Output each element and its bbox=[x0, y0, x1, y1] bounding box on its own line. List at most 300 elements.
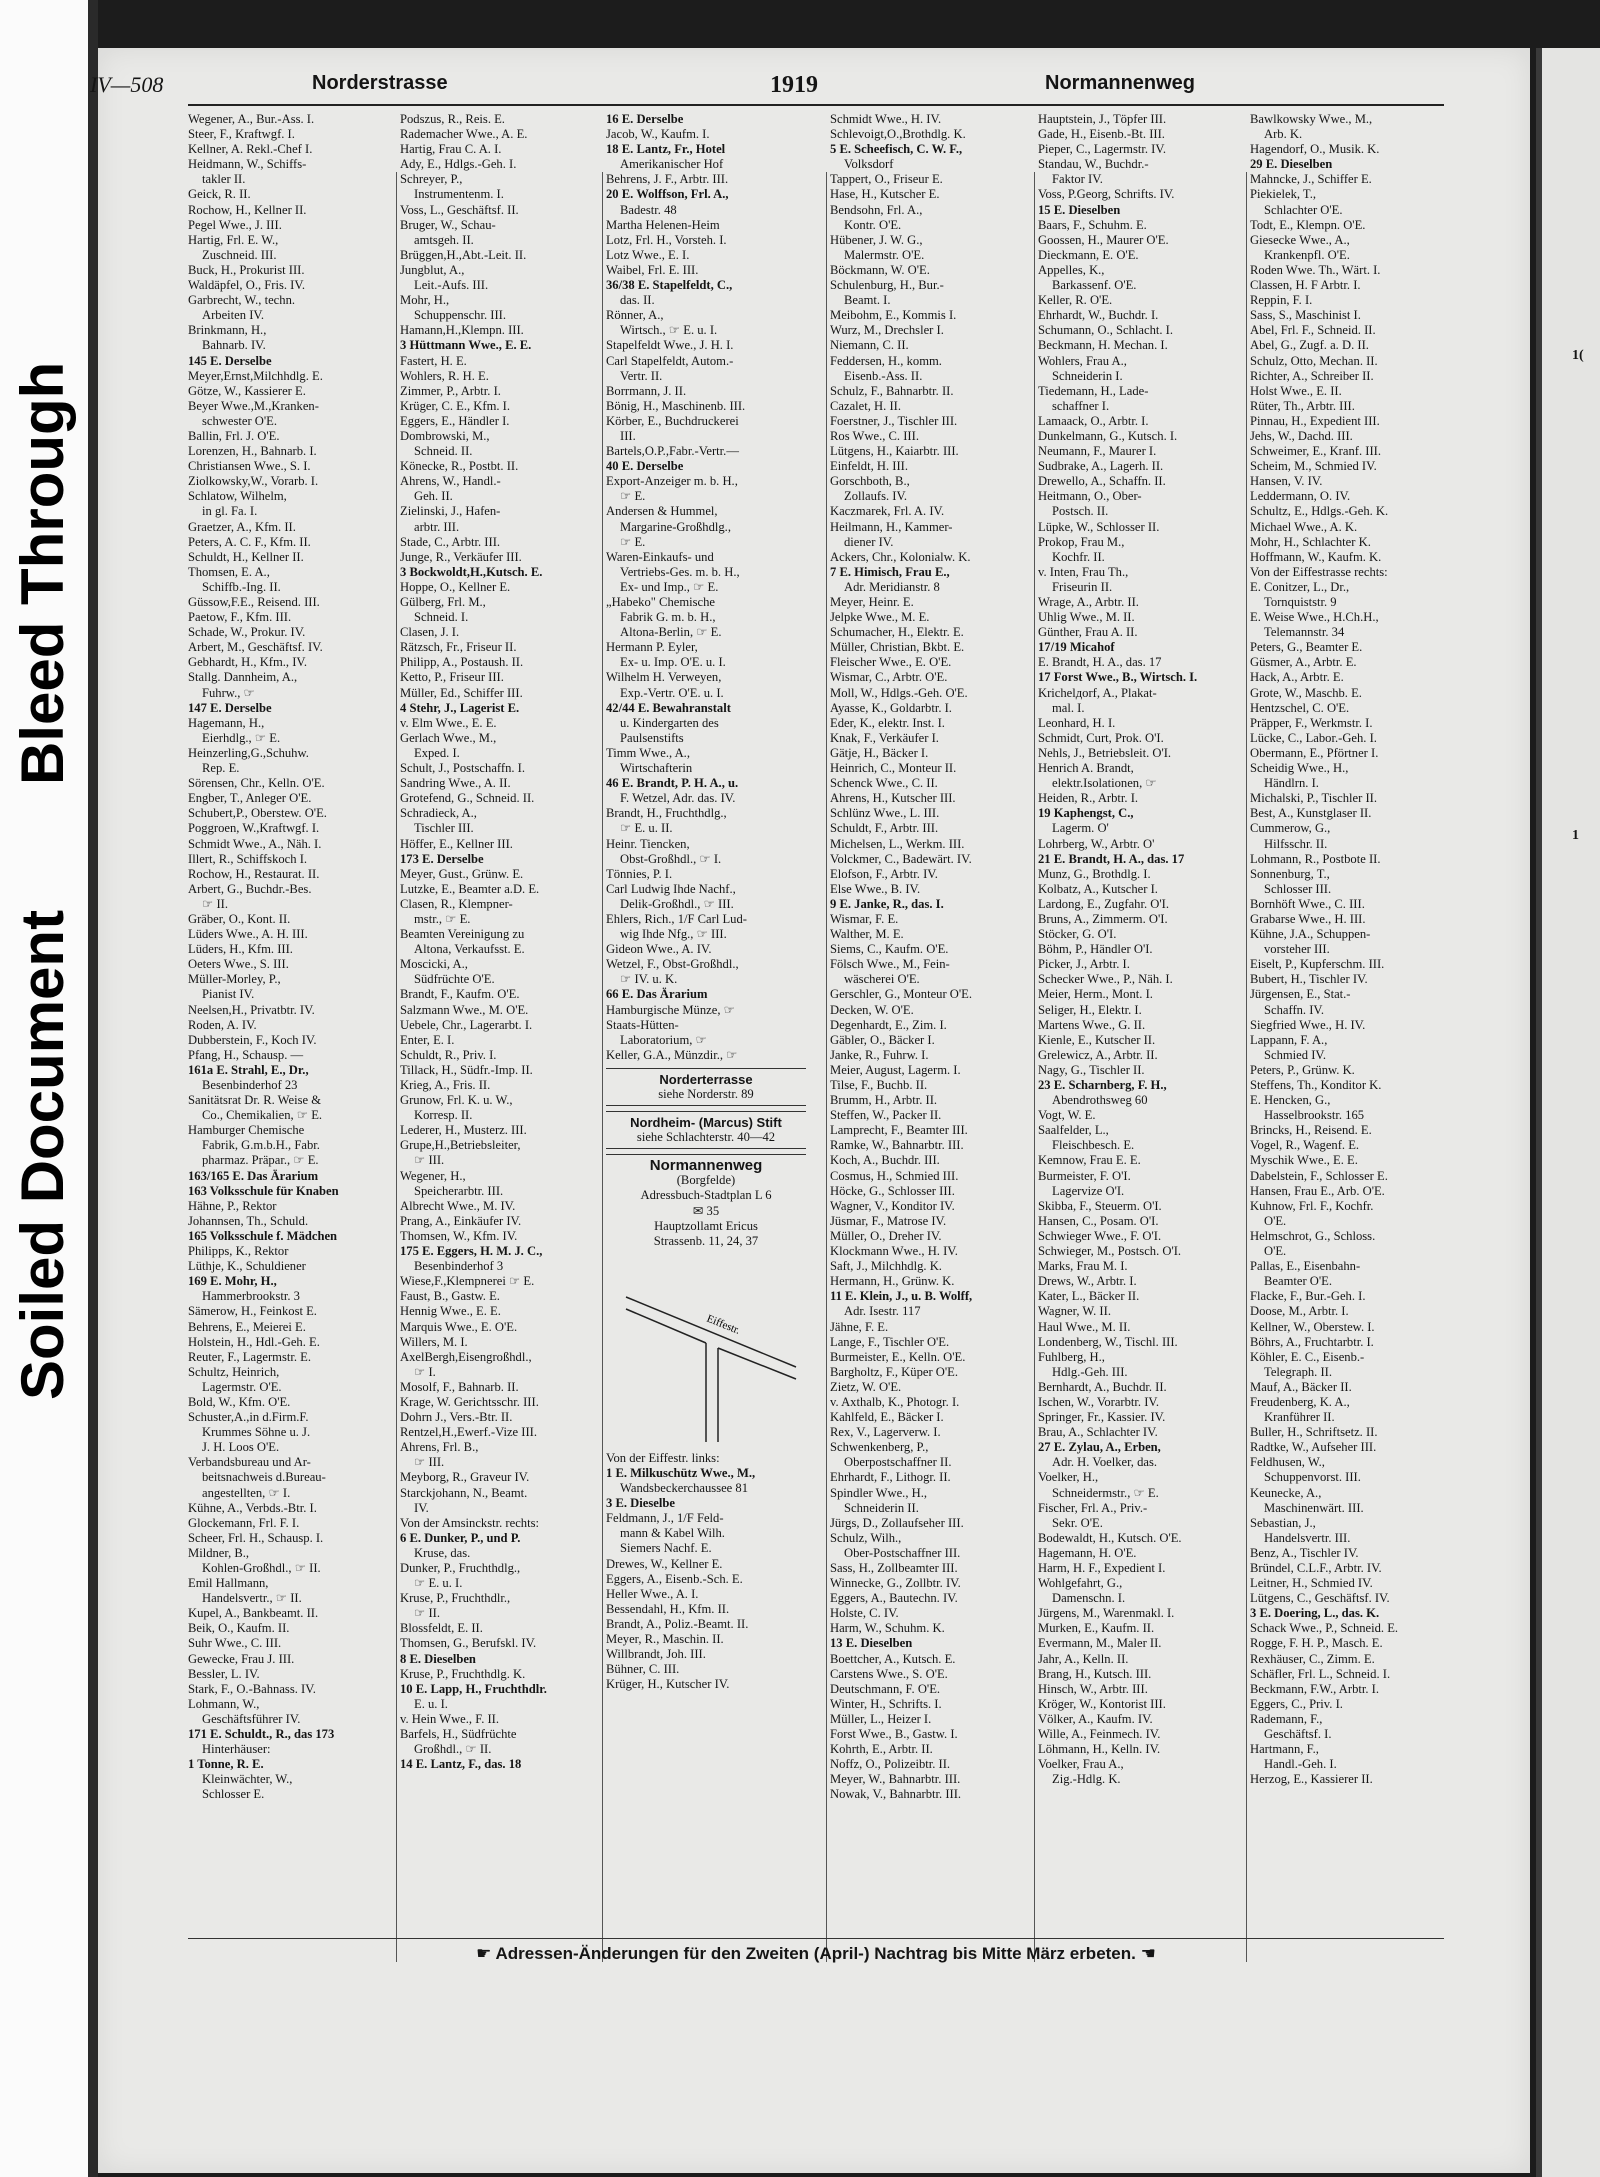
directory-entry: Hartmann, F., bbox=[1250, 1742, 1319, 1757]
directory-entry: Rademann, F., bbox=[1250, 1711, 1323, 1726]
column-4 bbox=[830, 112, 1030, 1803]
directory-entry: Lagerm. O' bbox=[1052, 821, 1109, 836]
directory-entry: 27 E. Zylau, A., Erben, bbox=[1038, 1440, 1161, 1455]
directory-entry: Cosmus, H., Schmied III. bbox=[830, 1168, 959, 1183]
directory-entry: Ackers, Chr., Kolonialw. K. bbox=[830, 549, 971, 564]
directory-entry: Hammerbrookstr. 3 bbox=[202, 1289, 300, 1304]
directory-entry: Schlatow, Wilhelm, bbox=[188, 489, 287, 504]
directory-entry: Buller, H., Schriftsetz. II. bbox=[1250, 1425, 1378, 1440]
directory-entry: Krieg, A., Fris. II. bbox=[400, 1078, 491, 1092]
directory-entry: Höffer, E., Kellner III. bbox=[400, 836, 513, 851]
directory-entry: Vogt, W. E. bbox=[1038, 1108, 1096, 1123]
directory-entry: 8 E. Dieselben bbox=[400, 1651, 476, 1666]
directory-entry: Murken, E., Kaufm. II. bbox=[1038, 1621, 1155, 1636]
directory-entry: Eggers, A., Bautechn. IV. bbox=[830, 1591, 958, 1606]
directory-entry: Moscicki, A., bbox=[400, 957, 468, 972]
directory-entry: Lederer, H., Musterz. III. bbox=[400, 1123, 527, 1138]
directory-entry: 145 E. Derselbe bbox=[188, 353, 272, 368]
directory-entry: Philipps, K., Rektor bbox=[188, 1244, 289, 1259]
directory-entry: Vogel, R., Wagenf. E. bbox=[1250, 1138, 1360, 1153]
directory-entry: 173 E. Derselbe bbox=[400, 851, 484, 866]
directory-entry: Kaczmarek, Frl. A. IV. bbox=[830, 504, 945, 519]
directory-entry: Margarine-Großhdlg., bbox=[620, 519, 731, 534]
directory-entry: Hack, A., Arbtr. E. bbox=[1250, 670, 1344, 685]
directory-entry: Hinsch, W., Arbtr. III. bbox=[1038, 1681, 1148, 1696]
directory-entry: Feldmann, J., 1/F Feld- bbox=[606, 1511, 724, 1526]
directory-entry: Zig.-Hdlg. K. bbox=[1052, 1772, 1121, 1787]
directory-entry: Eggers, A., Eisenb.-Sch. E. bbox=[606, 1571, 743, 1586]
directory-entry: 1 E. Milkuschütz Wwe., M., bbox=[606, 1465, 756, 1480]
pointing-hand-icon: ☛ bbox=[476, 1944, 492, 1963]
directory-entry: wäscherei O'E. bbox=[844, 972, 920, 987]
directory-entry: Voelker, H., bbox=[1038, 1470, 1099, 1485]
directory-entry: Güsmer, A., Arbtr. E. bbox=[1250, 655, 1357, 670]
directory-entry: Bornhöft Wwe., C. III. bbox=[1250, 896, 1365, 911]
directory-entry: Körber, E., Buchdruckerei bbox=[606, 413, 739, 428]
directory-entry: Ramke, W., Bahnarbtr. III. bbox=[830, 1138, 964, 1153]
directory-entry: Kochfr. II. bbox=[1052, 549, 1105, 564]
directory-entry: Dunker, P., Fruchthdlg., bbox=[400, 1561, 521, 1575]
directory-entry: ☞ II. bbox=[202, 896, 228, 911]
directory-entry: Schumann, O., Schlacht. I. bbox=[1038, 323, 1174, 338]
directory-entry: Beamten Vereinigung zu bbox=[400, 927, 525, 942]
footer-text: Adressen-Änderungen für den Zweiten (April-) Nachtrag bis Mitte März erbeten. bbox=[495, 1944, 1136, 1963]
directory-entry: „Habeko" Chemische bbox=[606, 595, 716, 609]
directory-entry: Stark, F., O.-Bahnass. IV. bbox=[188, 1681, 316, 1696]
directory-entry: Piekielek, T., bbox=[1250, 187, 1316, 202]
directory-entry: Voss, L., Geschäftsf. II. bbox=[400, 202, 519, 217]
street-box-ref: siehe Norderstr. 89 bbox=[658, 1087, 754, 1101]
directory-entry: Kellner, A. Rekl.-Chef I. bbox=[188, 142, 313, 157]
directory-entry: Johannsen, Th., Schuld. bbox=[188, 1213, 309, 1228]
directory-entry: Schult, J., Postschaffn. I. bbox=[400, 761, 526, 776]
directory-entry: Klockmann Wwe., H. IV. bbox=[830, 1244, 958, 1259]
directory-entry: Bubert, H., Tischler IV. bbox=[1250, 972, 1368, 987]
directory-entry: Sandring Wwe., A. II. bbox=[400, 776, 511, 791]
directory-entry: Goossen, H., Maurer O'E. bbox=[1038, 232, 1169, 247]
directory-entry: Schuldt, H., Kellner II. bbox=[188, 549, 304, 564]
directory-entry: Lagervize O'I. bbox=[1052, 1183, 1125, 1198]
directory-entry: Jungblut, A., bbox=[400, 262, 465, 277]
directory-entry: mal. I. bbox=[1052, 700, 1085, 715]
directory-entry: Lange, F., Tischler O'E. bbox=[830, 1334, 950, 1349]
directory-entry: Beckmann, F.W., Arbtr. I. bbox=[1250, 1681, 1379, 1696]
directory-entry: Buck, H., Prokurist III. bbox=[188, 262, 305, 277]
directory-entry: Peters, G., Beamter E. bbox=[1250, 640, 1363, 655]
directory-entry: Tilse, F., Buchb. II. bbox=[830, 1078, 928, 1092]
directory-entry: Ketto, P., Friseur III. bbox=[400, 670, 504, 685]
directory-entry: Grunow, Frl. K. u. W., bbox=[400, 1093, 513, 1108]
directory-entry: Hamburger Chemische bbox=[188, 1123, 305, 1138]
directory-entry: Kranführer II. bbox=[1264, 1410, 1335, 1425]
directory-entry: Wegener, A., Bur.-Ass. I. bbox=[188, 112, 315, 126]
directory-entry: Schaffn. IV. bbox=[1264, 1002, 1325, 1017]
directory-entry: Holst Wwe., E. II. bbox=[1250, 383, 1342, 398]
directory-entry: Hansen, Frau E., Arb. O'E. bbox=[1250, 1183, 1385, 1198]
directory-entry: Schneidermstr., ☞ E. bbox=[1052, 1485, 1159, 1500]
directory-entry: Brüggen,H.,Abt.-Leit. II. bbox=[400, 247, 527, 262]
directory-entry: Malermstr. O'E. bbox=[844, 247, 925, 262]
directory-entry: Leit.-Aufs. III. bbox=[414, 278, 489, 293]
directory-entry: Wegener, H., bbox=[400, 1168, 466, 1183]
street-box-title: Nordheim- (Marcus) Stift bbox=[630, 1115, 782, 1131]
directory-entry: Faust, B., Gastw. E. bbox=[400, 1289, 500, 1304]
directory-entry: Jehs, W., Dachd. III. bbox=[1250, 428, 1353, 443]
directory-entry: 13 E. Dieselben bbox=[830, 1636, 913, 1651]
directory-entry: Scheidig Wwe., H., bbox=[1250, 761, 1349, 776]
directory-entry: Oeters Wwe., S. III. bbox=[188, 957, 289, 972]
directory-entry: Starckjohann, N., Beamt. bbox=[400, 1485, 528, 1500]
directory-entry: Müller, Ed., Schiffer III. bbox=[400, 685, 523, 700]
directory-entry: Kruse, P., Fruchthdlr., bbox=[400, 1591, 511, 1606]
directory-entry: ☞ IV. u. K. bbox=[620, 972, 678, 987]
directory-entry: Heiden, R., Arbtr. I. bbox=[1038, 791, 1139, 806]
street-info-line: Hauptzollamt Ericus bbox=[654, 1218, 758, 1233]
directory-entry: Hansen, V. IV. bbox=[1250, 474, 1323, 489]
directory-entry: ☞ III. bbox=[414, 1455, 445, 1470]
directory-entry: Kontr. O'E. bbox=[844, 217, 902, 232]
directory-entry: Meier, Herm., Mont. I. bbox=[1038, 987, 1153, 1002]
directory-entry: Meyer,Ernst,Milchhdlg. E. bbox=[188, 368, 323, 383]
directory-entry: 11 E. Klein, J., u. B. Wolff, bbox=[830, 1289, 973, 1304]
directory-entry: Arbert, M., Geschäftsf. IV. bbox=[188, 640, 323, 655]
directory-entry: Henrich A. Brandt, bbox=[1038, 761, 1134, 776]
directory-entry: Dubberstein, F., Koch IV. bbox=[188, 1032, 317, 1047]
directory-entry: Abel, Frl. F., Schneid. II. bbox=[1250, 323, 1376, 338]
directory-entry: Meier, August, Lagerm. I. bbox=[830, 1062, 961, 1077]
directory-entry: Geschäftsführer IV. bbox=[202, 1711, 301, 1726]
directory-entry: Faktor IV. bbox=[1052, 172, 1103, 187]
directory-entry: Lüders Wwe., A. H. III. bbox=[188, 927, 308, 942]
directory-entry: Rentzel,H.,Ewerf.-Vize III. bbox=[400, 1425, 538, 1440]
directory-entry: Staats-Hütten- bbox=[606, 1017, 679, 1032]
directory-entry: Heinrich, C., Monteur II. bbox=[830, 761, 957, 776]
directory-entry: Grelewicz, A., Arbtr. II. bbox=[1038, 1047, 1158, 1062]
directory-entry: Wagner, W. II. bbox=[1038, 1304, 1111, 1319]
directory-entry: Salzmann Wwe., M. O'E. bbox=[400, 1002, 529, 1017]
directory-entry: Schneiderin II. bbox=[844, 1500, 919, 1515]
directory-entry: Bruger, W., Schau- bbox=[400, 217, 496, 232]
directory-entry: Böhm, P., Händler O'I. bbox=[1038, 942, 1153, 957]
directory-entry: Pinnau, H., Expedient III. bbox=[1250, 413, 1380, 428]
pointing-hand-icon: ☚ bbox=[1140, 1944, 1156, 1963]
directory-entry: Jürgensen, E., Stat.- bbox=[1250, 987, 1351, 1002]
directory-entry: Suhr Wwe., C. III. bbox=[188, 1636, 282, 1651]
directory-entry: Mohr, H., bbox=[400, 293, 450, 308]
column-1 bbox=[188, 112, 388, 1803]
directory-entry: Carstens Wwe., S. O'E. bbox=[830, 1666, 948, 1681]
directory-entry: Hermann, H., Grünw. K. bbox=[830, 1274, 955, 1289]
directory-entry: Schwieger Wwe., F. O'I. bbox=[1038, 1228, 1162, 1243]
directory-entry: Kohlen-Großhdl., ☞ II. bbox=[202, 1561, 321, 1575]
directory-entry: Graetzer, A., Kfm. II. bbox=[188, 519, 296, 534]
directory-entry: Gewecke, Frau J. III. bbox=[188, 1651, 295, 1666]
directory-entry: ☞ E. u. I. bbox=[414, 1576, 463, 1591]
directory-entry: 3 E. Dieselbe bbox=[606, 1496, 675, 1511]
directory-entry: Bruns, A., Zimmerm. O'I. bbox=[1038, 911, 1168, 926]
directory-entry: Stapelfeldt Wwe., J. H. I. bbox=[606, 338, 734, 353]
directory-entry: Instrumentenm. I. bbox=[414, 187, 504, 202]
directory-entry: 175 E. Eggers, H. M. J. C., bbox=[400, 1244, 543, 1259]
directory-entry: E. Brandt, H. A., das. 17 bbox=[1038, 655, 1162, 670]
directory-entry: v. Hein Wwe., F. II. bbox=[400, 1711, 500, 1726]
directory-entry: Prang, A., Einkäufer IV. bbox=[400, 1213, 522, 1228]
directory-entry: Munz, G., Brothdlg. I. bbox=[1038, 866, 1151, 881]
directory-entry: Ex- u. Imp. O'E. u. I. bbox=[620, 655, 726, 670]
directory-entry: Schlosser III. bbox=[1264, 881, 1332, 896]
directory-entry: Meyer, W., Bahnarbtr. III. bbox=[830, 1772, 961, 1787]
directory-entry: 36/38 E. Stapelfeldt, C., bbox=[606, 278, 733, 293]
directory-entry: Geick, R. II. bbox=[188, 187, 251, 202]
directory-entry: Myschik Wwe., E. E. bbox=[1250, 1153, 1358, 1168]
directory-entry: Altona-Berlin, ☞ E. bbox=[620, 625, 722, 640]
directory-entry: Willers, M. I. bbox=[400, 1334, 468, 1349]
directory-entry: Krage, W. Gerichtsschr. III. bbox=[400, 1394, 539, 1409]
directory-entry: 163/165 E. Das Ärarium bbox=[188, 1168, 319, 1183]
directory-entry: Schneiderin I. bbox=[1052, 368, 1123, 383]
directory-entry: 161a E. Strahl, E., Dr., bbox=[188, 1062, 309, 1077]
directory-entry: AxelBergh,Eisengroßhdl., bbox=[400, 1349, 532, 1364]
directory-entry: 17 Forst Wwe., B., Wirtsch. I. bbox=[1038, 670, 1198, 685]
directory-entry: Richter, A., Schreiber II. bbox=[1250, 368, 1374, 383]
directory-entry: Skibba, F., Steuerm. O'I. bbox=[1038, 1198, 1162, 1213]
column-divider bbox=[602, 172, 603, 1962]
directory-entry: Siems, C., Kaufm. O'E. bbox=[830, 942, 949, 957]
directory-entry: Tillack, H., Südfr.-Imp. II. bbox=[400, 1062, 533, 1077]
directory-entry: Sebastian, J., bbox=[1250, 1515, 1316, 1530]
directory-entry: Bendsohn, Frl. A., bbox=[830, 202, 923, 217]
directory-entry: Kühne, A., Verbds.-Btr. I. bbox=[188, 1500, 317, 1515]
directory-entry: Kleinwächter, W., bbox=[202, 1772, 293, 1787]
directory-entry: Bühner, C. III. bbox=[606, 1662, 680, 1677]
directory-entry: Sass, S., Maschinist I. bbox=[1250, 308, 1361, 323]
directory-entry: Steffens, Th., Konditor K. bbox=[1250, 1078, 1382, 1092]
directory-entry: Lüthje, K., Schuldiener bbox=[188, 1259, 306, 1274]
map-road-line bbox=[626, 1297, 796, 1367]
directory-entry: Jelpke Wwe., M. E. bbox=[830, 610, 930, 625]
directory-entry: v. Elm Wwe., E. E. bbox=[400, 715, 497, 730]
directory-entry: Schulenburg, H., Bur.- bbox=[830, 278, 944, 293]
directory-entry: Ros Wwe., C. III. bbox=[830, 428, 919, 443]
directory-entry: Schack Wwe., P., Schneid. E. bbox=[1250, 1621, 1399, 1636]
column-divider bbox=[1034, 172, 1035, 1962]
directory-entry: Barfels, H., Südfrüchte bbox=[400, 1727, 517, 1742]
directory-entry: Fuhrw., ☞ bbox=[202, 685, 255, 700]
directory-entry: ☞ III. bbox=[414, 1153, 445, 1168]
directory-entry: Von der Amsinckstr. rechts: bbox=[400, 1515, 539, 1530]
directory-entry: Thomsen, E. A., bbox=[188, 564, 270, 579]
directory-entry: Clasen, J. I. bbox=[400, 625, 460, 640]
directory-entry: Adr. Meridianstr. 8 bbox=[844, 579, 940, 594]
header-left-street: Norderstrasse bbox=[312, 72, 448, 94]
directory-entry: Foerstner, J., Tischler III. bbox=[830, 413, 958, 428]
directory-entry: Willbrandt, Joh. III. bbox=[606, 1647, 706, 1662]
directory-entry: Doose, M., Arbtr. I. bbox=[1250, 1304, 1349, 1319]
directory-entry: Gülberg, Frl. M., bbox=[400, 595, 486, 609]
street-info-line: Strassenb. 11, 24, 37 bbox=[653, 1233, 759, 1248]
directory-entry: Lamaack, O., Arbtr. I. bbox=[1038, 413, 1149, 428]
directory-entry: Schmidt, Curt, Prok. O'I. bbox=[1038, 730, 1164, 745]
directory-entry: 18 E. Lantz, Fr., Hotel bbox=[606, 142, 726, 157]
directory-entry: Moll, W., Hdlgs.-Geh. O'E. bbox=[830, 685, 968, 700]
directory-entry: Noffz, O., Polizeibtr. II. bbox=[830, 1757, 951, 1772]
directory-entry: Fleischer Wwe., E. O'E. bbox=[830, 655, 952, 670]
directory-entry: Ziolkowsky,W., Vorarb. I. bbox=[188, 474, 319, 489]
directory-entry: Schultz, Heinrich, bbox=[188, 1364, 280, 1379]
directory-entry: Lutzke, E., Beamter a.D. E. bbox=[400, 881, 540, 896]
footer-notice bbox=[188, 1944, 1444, 1964]
directory-entry: Rönner, A., bbox=[606, 308, 664, 323]
directory-entry: Zielinski, J., Hafen- bbox=[400, 504, 501, 519]
directory-entry: Hauptstein, J., Töpfer III. bbox=[1038, 112, 1167, 126]
directory-entry: 66 E. Das Ärarium bbox=[606, 987, 708, 1002]
directory-entry: Boettcher, A., Kutsch. E. bbox=[830, 1651, 956, 1666]
street-box-norderterrasse bbox=[606, 1068, 806, 1106]
directory-entry: Gräber, O., Kont. II. bbox=[188, 911, 291, 926]
directory-entry: Meyborg, R., Graveur IV. bbox=[400, 1470, 530, 1485]
directory-entry: Krüger, C. E., Kfm. I. bbox=[400, 398, 511, 413]
directory-entry: Schweimer, E., Kranf. III. bbox=[1250, 444, 1381, 459]
directory-entry: Könecke, R., Postbt. II. bbox=[400, 459, 519, 474]
directory-entry: Sörensen, Chr., Kelln. O'E. bbox=[188, 776, 325, 791]
directory-entry: Pallas, E., Eisenbahn- bbox=[1250, 1259, 1361, 1274]
directory-entry: Brandt, F., Kaufm. O'E. bbox=[400, 987, 520, 1002]
directory-entry: Leitner, H., Schmied IV. bbox=[1250, 1576, 1373, 1591]
directory-entry: Sass, H., Zollbeamter III. bbox=[830, 1561, 958, 1575]
directory-entry: Lohrberg, W., Arbtr. O' bbox=[1038, 836, 1155, 851]
directory-entry: Gerlach Wwe., M., bbox=[400, 730, 497, 745]
directory-entry: Brang, H., Kutsch. III. bbox=[1038, 1666, 1152, 1681]
directory-entry: Adr. H. Voelker, das. bbox=[1052, 1455, 1158, 1470]
directory-entry: arbtr. III. bbox=[414, 519, 460, 534]
directory-entry: Rüter, Th., Arbtr. III. bbox=[1250, 398, 1355, 413]
directory-entry: Stallg. Dannheim, A., bbox=[188, 670, 298, 685]
directory-entry: schwester O'E. bbox=[202, 413, 278, 428]
directory-entry: Exp.-Vertr. O'E. u. I. bbox=[620, 685, 724, 700]
directory-entry: beitsnachweis d.Bureau- bbox=[202, 1470, 326, 1485]
directory-entry: Gorschboth, B., bbox=[830, 474, 910, 489]
directory-entry: Holstein, H., Hdl.-Geh. E. bbox=[188, 1334, 320, 1349]
directory-entry: Krichelдorf, A., Plakat- bbox=[1038, 685, 1157, 700]
directory-entry: diener IV. bbox=[844, 534, 894, 549]
directory-entry: Wiese,F.,Klempnerei ☞ E. bbox=[400, 1274, 535, 1289]
directory-entry: Adr. Isestr. 117 bbox=[844, 1304, 921, 1319]
directory-entry: Else Wwe., B. IV. bbox=[830, 881, 921, 896]
directory-entry: Telemannstr. 34 bbox=[1264, 625, 1345, 640]
directory-entry: Ahrens, H., Kutscher III. bbox=[830, 791, 956, 806]
directory-entry: 171 E. Schuldt., R., das 173 bbox=[188, 1727, 335, 1742]
directory-entry: 23 E. Scharnberg, F. H., bbox=[1038, 1078, 1167, 1092]
directory-entry: v. Inten, Frau Th., bbox=[1038, 564, 1129, 579]
directory-entry: takler II. bbox=[202, 172, 246, 187]
directory-entry: Mosolf, F., Bahnarb. II. bbox=[400, 1379, 519, 1394]
column-divider bbox=[826, 172, 827, 1962]
footer-rule bbox=[188, 1938, 1444, 1939]
directory-entry: Andersen & Hummel, bbox=[606, 504, 718, 519]
directory-entry: Grupe,H.,Betriebsleiter, bbox=[400, 1138, 521, 1153]
directory-entry: Wandsbeckerchaussee 81 bbox=[620, 1481, 749, 1496]
adjacent-page bbox=[1536, 48, 1600, 2177]
directory-entry: Bold, W., Kfm. O'E. bbox=[188, 1394, 291, 1409]
directory-entry: 7 E. Himisch, Frau E., bbox=[830, 564, 950, 579]
directory-entry: Saalfelder, L., bbox=[1038, 1123, 1109, 1138]
directory-entry: Hamburgische Münze, ☞ bbox=[606, 1002, 735, 1017]
directory-entry: Christiansen Wwe., S. I. bbox=[188, 459, 311, 474]
directory-entry: Wohlers, R. H. E. bbox=[400, 368, 489, 383]
street-info-line: (Borgfelde) bbox=[676, 1173, 736, 1188]
directory-entry: Hartig, Frau C. A. I. bbox=[400, 142, 502, 157]
directory-entry: Bodewaldt, H., Kutsch. O'E. bbox=[1038, 1530, 1182, 1545]
directory-entry: Sämerow, H., Feinkost E. bbox=[188, 1304, 317, 1319]
directory-entry: Schulz, Otto, Mechan. II. bbox=[1250, 353, 1378, 368]
directory-entry: Elofson, F., Arbtr. IV. bbox=[830, 866, 938, 881]
directory-entry: Scheim, M., Schmied IV. bbox=[1250, 459, 1377, 474]
directory-entry: Poggroen, W.,Kraftwgf. I. bbox=[188, 821, 320, 836]
directory-entry: Nowak, V., Bahnarbtr. III. bbox=[830, 1787, 962, 1802]
directory-entry: Lappann, F. A., bbox=[1250, 1032, 1328, 1047]
directory-entry: Knak, F., Verkäufer I. bbox=[830, 730, 939, 745]
directory-entry: E. Weise Wwe., H.Ch.H., bbox=[1250, 610, 1379, 625]
directory-entry: Böckmann, W. O'E. bbox=[830, 262, 930, 277]
directory-entry: 147 E. Derselbe bbox=[188, 700, 272, 715]
directory-entry: Neelsen,H., Privatbtr. IV. bbox=[188, 1002, 315, 1017]
directory-entry: Baars, F., Schuhm. E. bbox=[1038, 217, 1147, 232]
directory-entry: Burmeister, E., Kelln. O'E. bbox=[830, 1349, 966, 1364]
directory-entry: Hansen, C., Posam. O'I. bbox=[1038, 1213, 1159, 1228]
directory-entry: Einfeldt, H. III. bbox=[830, 459, 908, 474]
directory-entry: Kahlfeld, E., Bäcker I. bbox=[830, 1410, 944, 1425]
column-3-entries-continued bbox=[606, 1451, 806, 1693]
directory-entry: Schiffb.-Ing. II. bbox=[202, 579, 281, 594]
directory-entry: Herzog, E., Kassierer II. bbox=[1250, 1772, 1373, 1787]
directory-entry: Schmied IV. bbox=[1264, 1047, 1327, 1062]
directory-entry: 17/19 Micahof bbox=[1038, 640, 1115, 655]
directory-entry: Telegraph. II. bbox=[1264, 1364, 1332, 1379]
directory-entry: Grotefend, G., Schneid. II. bbox=[400, 791, 535, 806]
directory-entry: schaffner I. bbox=[1052, 398, 1110, 413]
directory-entry: E. Conitzer, L., Dr., bbox=[1250, 579, 1350, 594]
directory-entry: Steer, F., Kraftwgf. I. bbox=[188, 127, 295, 142]
page-number: IV—508 bbox=[90, 72, 164, 97]
column-2 bbox=[400, 112, 600, 1772]
directory-entry: Hdlg.-Geh. III. bbox=[1052, 1364, 1128, 1379]
directory-entry: Schumacher, H., Elektr. E. bbox=[830, 625, 964, 640]
directory-entry: Best, A., Kunstglaser II. bbox=[1250, 806, 1372, 821]
directory-entry: Wismar, C., Arbtr. O'E. bbox=[830, 670, 948, 685]
directory-entry: Reppin, F. I. bbox=[1250, 293, 1313, 308]
directory-entry: Krummes Söhne u. J. bbox=[202, 1425, 311, 1440]
directory-entry: 165 Volksschule f. Mädchen bbox=[188, 1228, 338, 1243]
directory-entry: Laboratorium, ☞ bbox=[620, 1032, 707, 1047]
directory-entry: Kruse, das. bbox=[414, 1545, 471, 1560]
directory-entry: Bartels,O.P.,Fabr.-Vertr.— bbox=[606, 444, 739, 459]
directory-entry: Hoppe, O., Kellner E. bbox=[400, 579, 511, 594]
directory-entry: Evermann, M., Maler II. bbox=[1038, 1636, 1162, 1651]
directory-entry: Fölsch Wwe., M., Fein- bbox=[830, 957, 950, 972]
directory-entry: Bessendahl, H., Kfm. II. bbox=[606, 1601, 730, 1616]
directory-entry: Beamter O'E. bbox=[1264, 1274, 1333, 1289]
directory-entry: 20 E. Wolffson, Frl. A., bbox=[606, 187, 729, 202]
directory-entry: Rep. E. bbox=[202, 761, 240, 776]
directory-entry: Haul Wwe., M. II. bbox=[1038, 1319, 1131, 1334]
directory-entry: Eierhdlg., ☞ E. bbox=[202, 730, 281, 745]
directory-entry: Großhdl., ☞ II. bbox=[414, 1742, 492, 1757]
header-rule bbox=[188, 104, 1444, 106]
directory-entry: Arbeiten IV. bbox=[202, 308, 265, 323]
directory-entry: Meyer, Gust., Grünw. E. bbox=[400, 866, 524, 881]
directory-entry: Schneid. I. bbox=[414, 610, 469, 625]
directory-entry: ☞ I. bbox=[414, 1364, 436, 1379]
